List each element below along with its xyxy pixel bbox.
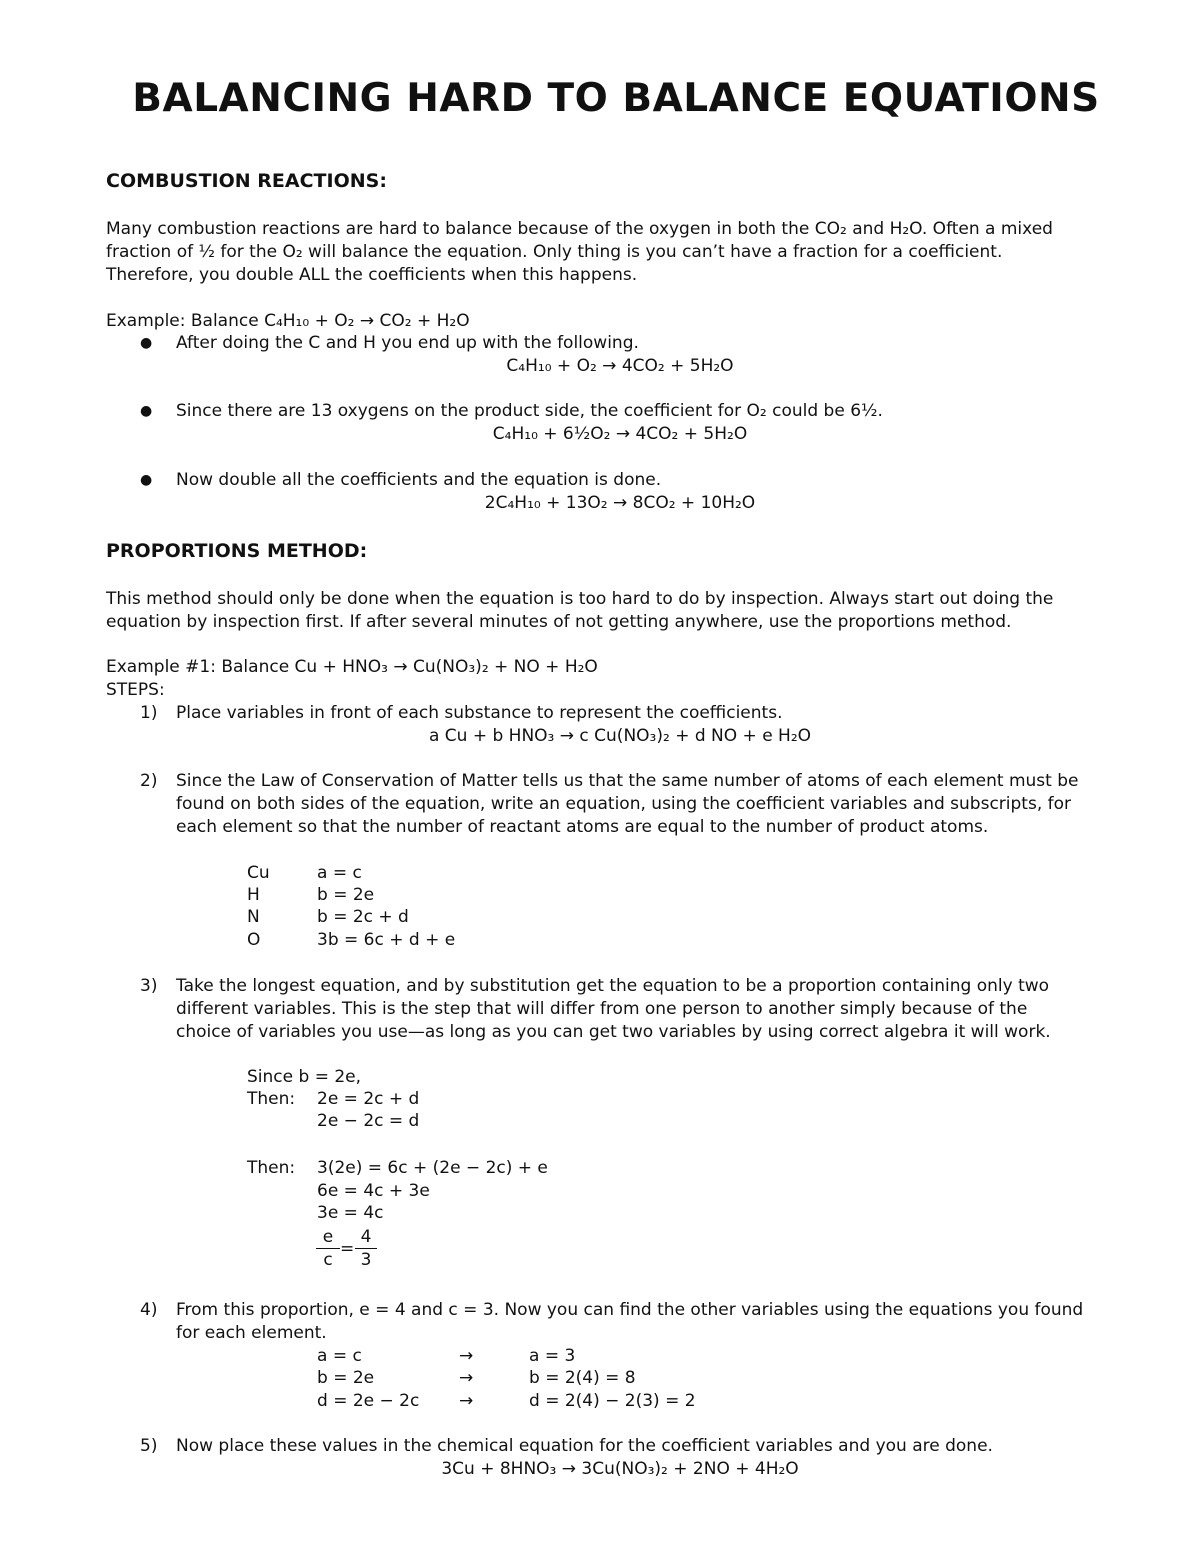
combustion-bullet-3: Now double all the coefficients and the equation is done. — [176, 470, 662, 490]
steps-label: STEPS: — [106, 680, 165, 700]
fraction-denominator: c — [323, 1250, 333, 1270]
element-symbol: O — [247, 930, 261, 950]
then-equation: 3(2e) = 6c + (2e − 2c) + e — [317, 1158, 548, 1178]
step-number: 5) — [140, 1436, 158, 1456]
proportions-intro-line-1: This method should only be done when the equation is too hard to do by inspection. Always start out doing the — [106, 589, 1054, 609]
then-equation: 6e = 4c + 3e — [317, 1181, 430, 1201]
proportions-example: Example #1: Balance Cu + HNO₃ → Cu(NO₃)₂ + NO + H₂O — [106, 657, 598, 677]
step-3-line-3: choice of variables you use—as long as you can get two variables by using correct algebra it will work. — [176, 1022, 1051, 1042]
step-number: 3) — [140, 976, 158, 996]
combustion-equation-2: C₄H₁₀ + 6½O₂ → 4CO₂ + 5H₂O — [492, 424, 748, 444]
proportions-heading: PROPORTIONS METHOD: — [106, 540, 368, 562]
fraction-left — [316, 1227, 340, 1272]
substitution-right: a = 3 — [529, 1346, 576, 1366]
then-label: Then: — [247, 1158, 296, 1178]
element-symbol: H — [247, 885, 260, 905]
substitution-right: d = 2(4) − 2(3) = 2 — [529, 1391, 696, 1411]
step-number: 4) — [140, 1300, 158, 1320]
since-statement: Since b = 2e, — [247, 1067, 362, 1087]
element-symbol: Cu — [247, 863, 270, 883]
step-5-text: Now place these values in the chemical equation for the coefficient variables and you are done. — [176, 1436, 993, 1456]
element-equation: a = c — [317, 863, 362, 883]
substitution-right: b = 2(4) = 8 — [529, 1368, 636, 1388]
step-number: 2) — [140, 771, 158, 791]
element-symbol: N — [247, 907, 260, 927]
arrow-icon: → — [459, 1368, 474, 1388]
step-4-line-1: From this proportion, e = 4 and c = 3. Now you can find the other variables using the equations you found — [176, 1300, 1084, 1320]
step-3-line-1: Take the longest equation, and by substitution get the equation to be a proportion containing only two — [176, 976, 1050, 996]
step-number: 1) — [140, 703, 158, 723]
then-equation: 2e = 2c + d — [317, 1089, 420, 1109]
proportions-intro-line-2: equation by inspection first. If after several minutes of not getting anywhere, use the proportions method. — [106, 612, 1012, 632]
then-label: Then: — [247, 1089, 296, 1109]
bullet-icon: ● — [140, 472, 153, 488]
fraction-numerator: e — [316, 1227, 340, 1249]
combustion-heading: COMBUSTION REACTIONS: — [106, 170, 387, 192]
then-equation: 3e = 4c — [317, 1203, 384, 1223]
arrow-icon: → — [459, 1391, 474, 1411]
element-equation: b = 2c + d — [317, 907, 409, 927]
arrow-icon: → — [459, 1346, 474, 1366]
combustion-intro-line-2: fraction of ½ for the O₂ will balance the equation. Only thing is you can’t have a fraction for a coefficient. — [106, 242, 1003, 262]
substitution-left: d = 2e − 2c — [317, 1391, 420, 1411]
combustion-equation-3: 2C₄H₁₀ + 13O₂ → 8CO₂ + 10H₂O — [484, 493, 756, 513]
step-3-line-2: different variables. This is the step that will differ from one person to another simply because of the — [176, 999, 1028, 1019]
step-2-line-2: found on both sides of the equation, write an equation, using the coefficient variables and subscripts, for — [176, 794, 1071, 814]
element-equation: b = 2e — [317, 885, 375, 905]
page-title: BALANCING HARD TO BALANCE EQUATIONS — [132, 76, 1100, 121]
combustion-intro-line-1: Many combustion reactions are hard to balance because of the oxygen in both the CO₂ and H₂O. Often a mixed — [106, 219, 1053, 239]
step-1-text: Place variables in front of each substance to represent the coefficients. — [176, 703, 783, 723]
combustion-example: Example: Balance C₄H₁₀ + O₂ → CO₂ + H₂O — [106, 311, 470, 331]
combustion-bullet-2: Since there are 13 oxygens on the product side, the coefficient for O₂ could be 6½. — [176, 401, 883, 421]
bullet-icon: ● — [140, 403, 153, 419]
step-2-line-3: each element so that the number of reactant atoms are equal to the number of product atoms. — [176, 817, 989, 837]
element-equation: 3b = 6c + d + e — [317, 930, 456, 950]
combustion-bullet-1: After doing the C and H you end up with the following. — [176, 333, 639, 353]
fraction-numerator: 4 — [355, 1227, 377, 1249]
step-4-line-2: for each element. — [176, 1323, 327, 1343]
combustion-equation-1: C₄H₁₀ + O₂ → 4CO₂ + 5H₂O — [506, 356, 734, 376]
substitution-left: b = 2e — [317, 1368, 375, 1388]
combustion-intro-line-3: Therefore, you double ALL the coefficients when this happens. — [106, 265, 638, 285]
fraction-right — [355, 1227, 377, 1272]
step-2-line-1: Since the Law of Conservation of Matter tells us that the same number of atoms of each element must be — [176, 771, 1079, 791]
bullet-icon: ● — [140, 335, 153, 351]
step-5-equation: 3Cu + 8HNO₃ → 3Cu(NO₃)₂ + 2NO + 4H₂O — [441, 1459, 799, 1479]
fraction-equals: = — [340, 1239, 355, 1259]
substitution-left: a = c — [317, 1346, 362, 1366]
fraction-denominator: 3 — [360, 1250, 372, 1270]
step-1-equation: a Cu + b HNO₃ → c Cu(NO₃)₂ + d NO + e H₂O — [428, 726, 812, 746]
then-equation: 2e − 2c = d — [317, 1111, 420, 1131]
